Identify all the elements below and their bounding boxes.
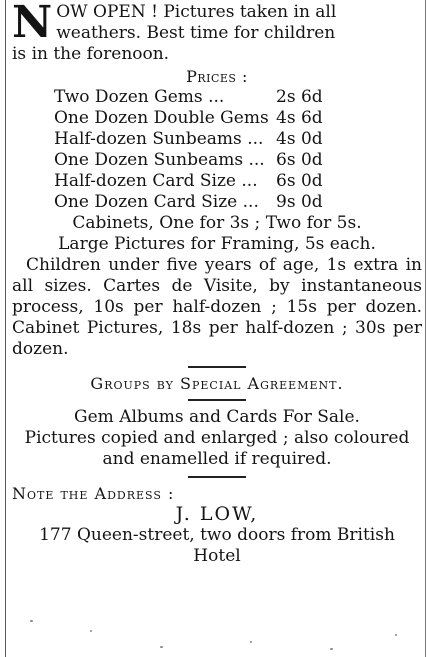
price-value: 9s 0d: [276, 192, 323, 212]
price-dots: ...: [208, 87, 225, 107]
opening-line-1: OW OPEN ! Pictures taken in all: [56, 2, 337, 22]
opening-line-3: is in the forenoon.: [12, 44, 170, 64]
opening-paragraph: [12, 2, 422, 65]
price-row: [54, 129, 323, 150]
price-value: 6s 0d: [276, 150, 323, 170]
price-value: 4s 0d: [276, 129, 323, 149]
price-dots: ...: [248, 150, 265, 170]
drop-cap: N: [12, 0, 53, 48]
price-item: Two Dozen Gems: [54, 87, 203, 107]
copied-paragraph: Pictures copied and enlarged ; also coloured and enamelled if required.: [24, 428, 410, 469]
price-dots: ...: [242, 192, 259, 212]
note-address-heading: Note the Address :: [12, 484, 175, 503]
column-rule-right: [425, 0, 426, 657]
print-speck: [30, 620, 33, 622]
divider-rule: [188, 476, 246, 478]
price-value: 6s 0d: [276, 171, 323, 191]
price-row: [54, 171, 323, 192]
albums-line: Gem Albums and Cards For Sale.: [74, 407, 360, 427]
print-speck: [90, 630, 92, 632]
price-item: Half-dozen Sunbeams: [54, 129, 242, 149]
print-speck: [395, 634, 397, 636]
address-line-2: Hotel: [193, 546, 241, 566]
print-speck: [160, 646, 163, 648]
price-item: One Dozen Sunbeams: [54, 150, 244, 170]
price-value: 4s 6d: [276, 108, 323, 128]
price-row: [54, 108, 323, 129]
price-value: 2s 6d: [276, 87, 323, 107]
price-item: One Dozen Double Gems: [54, 108, 269, 128]
price-row: [54, 87, 323, 108]
price-list: [54, 87, 323, 213]
price-item: Half-dozen Card Size: [54, 171, 236, 191]
price-dots: ...: [241, 171, 258, 191]
opening-line-2: weathers. Best time for children: [56, 23, 336, 43]
price-row: [54, 192, 323, 213]
column-rule-left: [5, 0, 6, 657]
print-speck: [330, 648, 333, 650]
address-line-1: 177 Queen-street, two doors from British: [39, 525, 395, 545]
divider-rule: [188, 366, 246, 368]
proprietor-name: J. LOW,: [175, 503, 259, 525]
advertisement: [12, 2, 422, 567]
groups-heading: Groups by Special Agreement.: [90, 374, 344, 393]
price-item: One Dozen Card Size: [54, 192, 238, 212]
print-speck: [250, 641, 252, 643]
children-paragraph: Children under five years of age, 1s extra in all sizes. Cartes de Visite, by instantaneous process, 10s per half-dozen ; 15s per dozen. Cabinet Pictures, 18s per half-dozen ; 30s per dozen.: [12, 255, 422, 359]
divider-rule: [188, 399, 246, 401]
price-row: [54, 150, 323, 171]
cabinets-line: Cabinets, One for 3s ; Two for 5s.: [72, 213, 362, 233]
price-dots: ...: [247, 129, 264, 149]
large-pictures-line: Large Pictures for Framing, 5s each.: [58, 234, 376, 254]
prices-heading: Prices :: [186, 67, 248, 86]
